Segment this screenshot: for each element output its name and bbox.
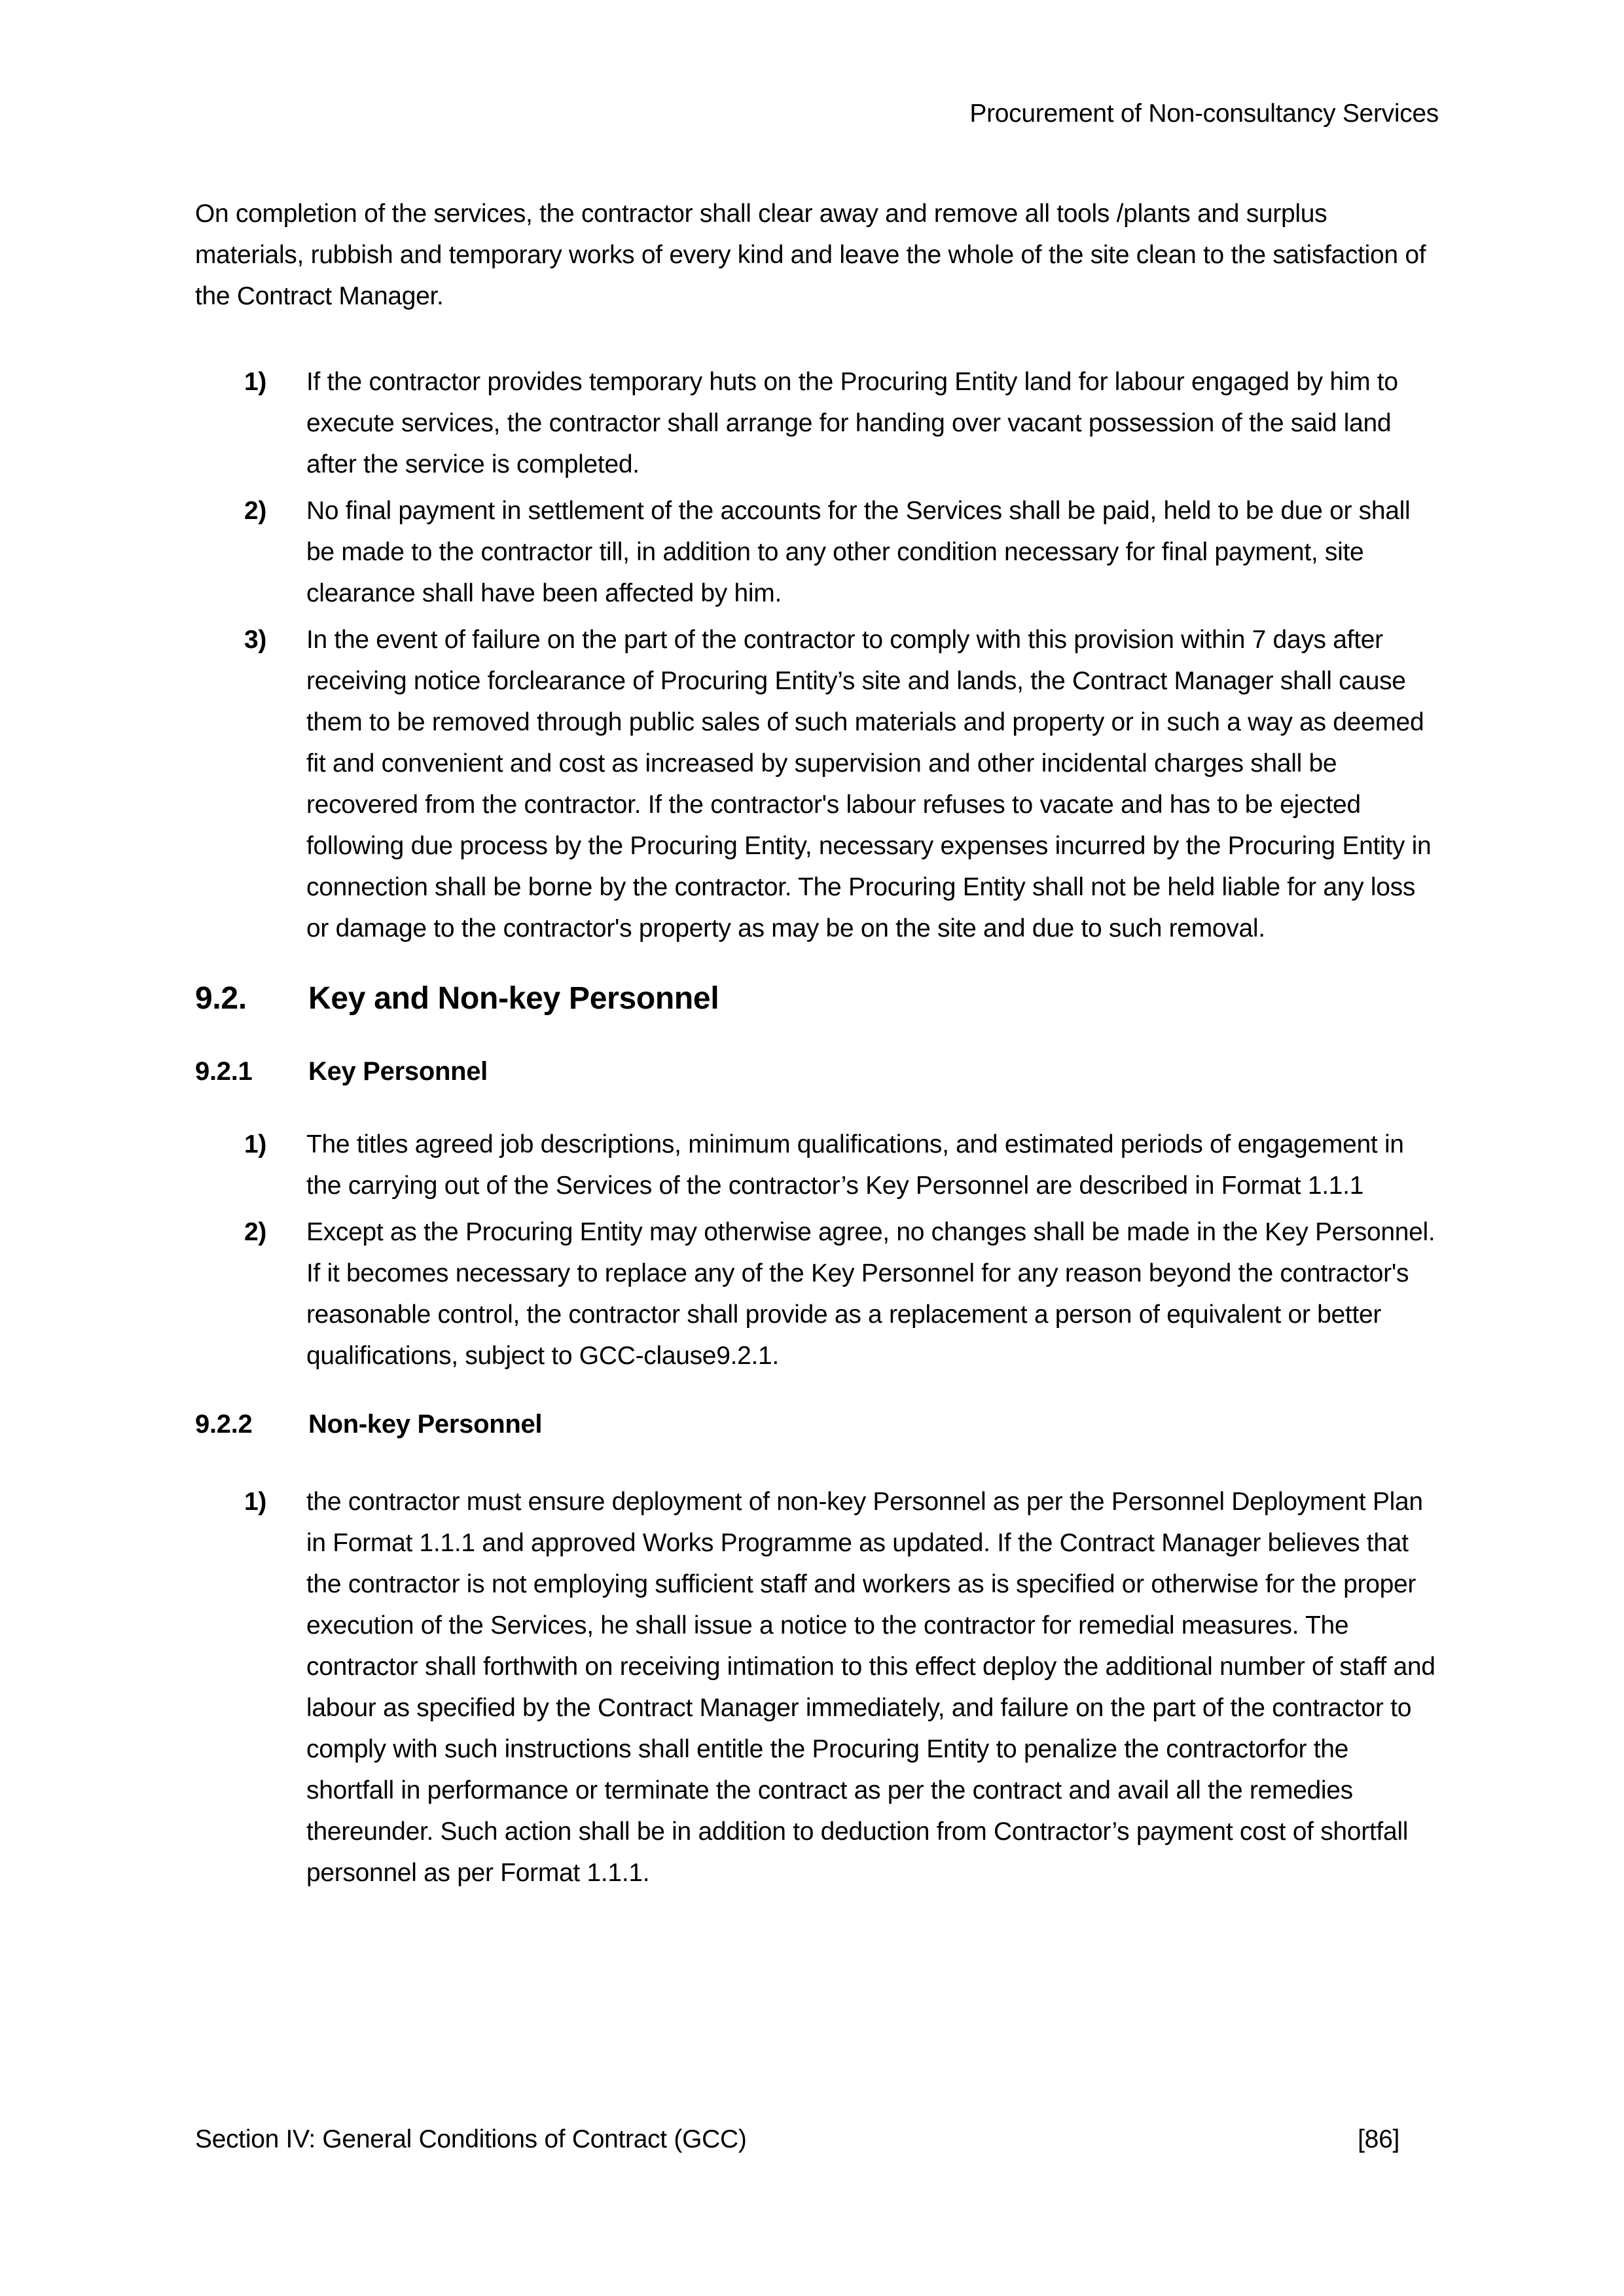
section-title: Key Personnel <box>308 1057 488 1086</box>
list-item <box>195 1211 1439 1376</box>
site-clearance-list <box>195 361 1439 949</box>
section-title: Non-key Personnel <box>308 1410 543 1439</box>
list-item-number: 2) <box>244 1218 267 1246</box>
footer-section-label: Section IV: General Conditions of Contract (GCC) <box>195 2125 747 2153</box>
page-content <box>195 193 1439 1899</box>
list-item <box>195 361 1439 485</box>
list-item-number: 2) <box>244 497 267 525</box>
section-number: 9.2.2 <box>195 1410 253 1439</box>
page-header-title: Procurement of Non-consultancy Services <box>969 99 1439 128</box>
list-item-text: If the contractor provides temporary huts on the Procuring Entity land for labour engaged by him to execute services, the contractor shall arrange for handing over vacant possession of the said land after the service is completed. <box>306 368 1398 478</box>
list-item-number: 1) <box>244 1488 267 1516</box>
list-item <box>195 1481 1439 1893</box>
list-item-text: Except as the Procuring Entity may otherwise agree, no changes shall be made in the Key Personnel. If it becomes necessary to replace any of the Key Personnel for any reason beyond the contractor's reasonable control, the contractor shall provide as a replacement a person of equivalent or better qualifications, subject to GCC-clause9.2.1. <box>306 1218 1435 1370</box>
nonkey-personnel-list <box>195 1481 1439 1893</box>
list-item-number: 3) <box>244 626 267 654</box>
key-personnel-list <box>195 1124 1439 1376</box>
list-item-text: No final payment in settlement of the accounts for the Services shall be paid, held to be due or shall be made to the contractor till, in addition to any other condition necessary for final payment, site clearance shall have been affected by him. <box>306 497 1411 607</box>
section-9-2-2-heading <box>195 1408 1439 1441</box>
list-item <box>195 1124 1439 1206</box>
page-number: [86] <box>1358 2125 1399 2153</box>
list-item-number: 1) <box>244 368 267 396</box>
section-9-2-heading <box>195 978 1439 1019</box>
list-item-number: 1) <box>244 1130 267 1158</box>
intro-paragraph: On completion of the services, the contractor shall clear away and remove all tools /plants and surplus materials, rubbish and temporary works of every kind and leave the whole of the site clean to the satisfaction of the Contract Manager. <box>195 200 1426 310</box>
list-item <box>195 619 1439 949</box>
section-9-2-1-heading <box>195 1055 1439 1088</box>
section-number: 9.2. <box>195 981 247 1016</box>
list-item-text: the contractor must ensure deployment of non-key Personnel as per the Personnel Deployment Plan in Format 1.1.1 and approved Works Programme as updated. If the Contract Manager believes that the contractor is not employing sufficient staff and workers as is specified or otherwise for the proper execution of the Services, he shall issue a notice to the contractor for remedial measures. The contractor shall forthwith on receiving intimation to this effect deploy the additional number of staff and labour as specified by the Contract Manager immediately, and failure on the part of the contractor to comply with such instructions shall entitle the Procuring Entity to penalize the contractorfor the shortfall in performance or terminate the contract as per the contract and avail all the remedies thereunder. Such action shall be in addition to deduction from Contractor’s payment cost of shortfall personnel as per Format 1.1.1. <box>306 1488 1435 1887</box>
list-item-text: The titles agreed job descriptions, minimum qualifications, and estimated periods of engagement in the carrying out of the Services of the contractor’s Key Personnel are described in Format 1.1.1 <box>306 1130 1404 1200</box>
page-footer <box>195 2123 1439 2156</box>
section-number: 9.2.1 <box>195 1057 253 1086</box>
list-item <box>195 490 1439 614</box>
section-title: Key and Non-key Personnel <box>308 981 719 1016</box>
list-item-text: In the event of failure on the part of the contractor to comply with this provision within 7 days after receiving notice forclearance of Procuring Entity’s site and lands, the Contract Manager shall cause them to be removed through public sales of such materials and property or in such a way as deemed fit and convenient and cost as increased by supervision and other incidental charges shall be recovered from the contractor. If the contractor's labour refuses to vacate and has to be ejected following due process by the Procuring Entity, necessary expenses incurred by the Procuring Entity in connection shall be borne by the contractor. The Procuring Entity shall not be held liable for any loss or damage to the contractor's property as may be on the site and due to such removal. <box>306 626 1432 942</box>
